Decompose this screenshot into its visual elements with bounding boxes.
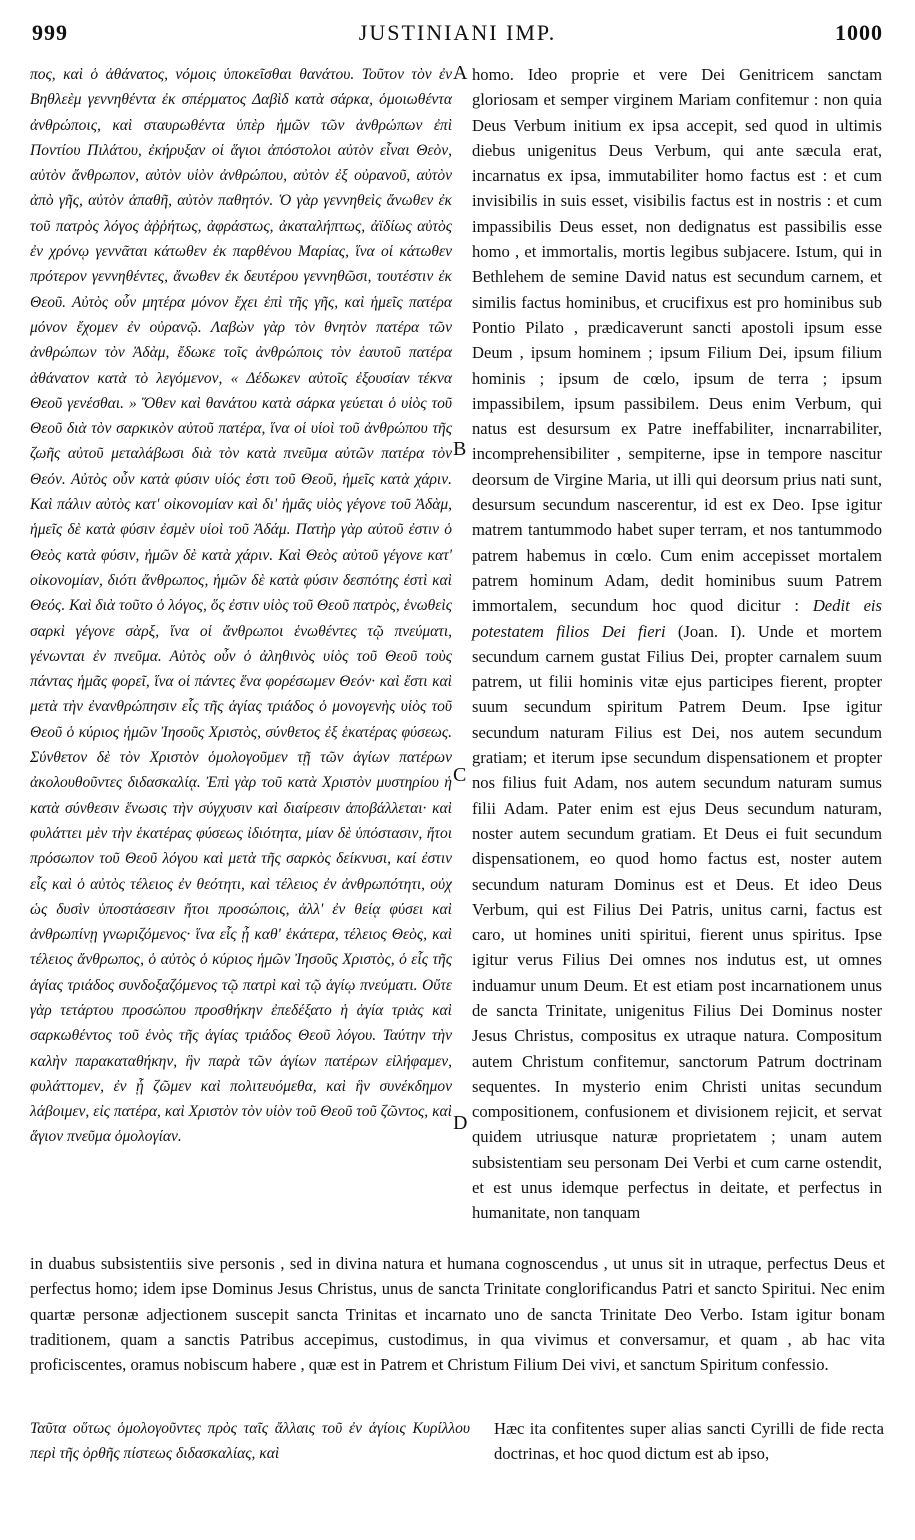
- section-marker-c: C: [453, 764, 467, 786]
- bottom-latin-paragraph: [494, 1416, 884, 1466]
- full-width-latin-text: in duabus subsistentiis sive personis , sed in divina natura et humana cognoscendus , ut unus sit in utraque, perfectus Deus et perfectus homo; idem ipse Dominus Jesus Christus, unus de sancta Trinitate conglorificandus Patri et sancto Spiritui. Nec enim quartæ personæ adjectionem suscepit sancta Trinitas et incarnato uno de sancta Trinitate Deo Verbo. Istam igitur bonam traditionem, quam a sanctis Patribus accepimus, custodimus, in qua vivimus et conversamur, et quam , ab hac vita proficiscentes, oramus nobiscum habere , quæ est in Patrem et Christum Filium Dei vivi, et sanctum Spiritum confessio.: [30, 1254, 885, 1375]
- running-head: JUSTINIANI IMP.: [358, 20, 557, 45]
- greek-column: [30, 62, 452, 1150]
- latin-column-reference: (Joan. I).: [665, 621, 758, 641]
- bottom-latin-text: Hæc ita confitentes super alias sancti Cyrilli de fide recta doctrinas, et hoc quod dictum est ab ipso,: [494, 1419, 884, 1463]
- latin-column-part2: Unde et mortem secundum carnem gustat Filius Dei, propter carnalem suum patrem, ut filii hominis vitæ ejus participes fierent, propter suum secundum spiritum Patrem Deum. Ipse igitur secundum naturam Filius est Dei, nos autem secundum gratiam; et iterum ipse secundum dispensationem et propter nos filius fuit Adam, nos autem secundum naturam sumus filii Adam. Pater enim est ejus Deus secundum naturam, noster autem secundum gratiam. Et Deus ei fuit secundum dispensationem, eo quod homo factus est, noster autem secundum naturam Dominus est et Deus. Et ideo Deus Verbum, qui est Filius Dei Patris, unitus carni, factus est caro, ut homines uniti spiritui, fierent unus spiritus. Ipse igitur verus Filius Dei omnes nos indutus est, ut omnes induamur unum Deum. Et est etiam post incarnationem unus de sancta Trinitate, unigenitus Filius Dei Dominus noster Jesus Christus, compositus ex utraque natura. Compositum autem Christum confitemur, sanctorum Patrum doctrinam sequentes. In mysterio enim Christi unitas secundum compositionem, confusionem et divisionem rejicit, et servat quidem utriusque naturæ proprietatem ; unam autem subsistentiam seu personam Dei Verbi et cum carne ostendit, et est unus idemque perfectus in deitate, et perfectus in humanitate, non tanquam: [472, 621, 882, 1223]
- section-marker-d: D: [453, 1112, 468, 1134]
- bottom-greek-paragraph: [30, 1416, 470, 1466]
- greek-column-text: πος, καὶ ὁ ἀθάνατος, νόμοις ὑποκεῖσθαι θανάτου. Τοῦτον τὸν ἐν Βηθλεὲμ γεννηθέντα ἐκ σπέρματος Δαβὶδ κατὰ σάρκα, ὁμοιωθέντα ἀνθρώποις, καὶ σταυρωθέντα ὑπὲρ ἡμῶν τῶν ἀνθρώπων ἐπὶ Ποντίου Πιλάτου, ἐκήρυξαν οἱ ἅγιοι ἀπόστολοι αὐτὸν εἶναι Θεὸν, αὐτὸν ἄνθρωπον, αὐτὸν υἱὸν ἀνθρώπου, αὐτὸν ἐξ οὐρανοῦ, αὐτὸν ἀπὸ γῆς, αὐτὸν ἀπαθῆ, αὐτὸν παθητόν. Ὁ γὰρ γεννηθεὶς ἄνωθεν ἐκ τοῦ πατρὸς λόγος ἀῤῥήτως, ἀφράστως, ἀκαταλήπτως, ἀϊδίως αὐτὸς ἐν χρόνῳ γεννᾶται κάτωθεν ἐκ παρθένου Μαρίας, ἵνα οἱ κάτωθεν πρότερον γεννηθέντες, ἄνωθεν ἐκ δευτέρου γεννηθῶσι, τουτέστιν ἐκ Θεοῦ. Αὐτὸς οὖν μητέρα μόνον ἔχει ἐπὶ τῆς γῆς, καὶ ἡμεῖς πατέρα μόνον ἔχομεν ἐν οὐρανῷ. Λαβὼν γὰρ τὸν θνητὸν πατέρα τῶν ἀνθρώπων τὸν Ἀδὰμ, ἔδωκε τοῖς ἀνθρώποις τὸν ἑαυτοῦ πατέρα ἀθάνατον κατὰ τὸ λεγόμενον, « Δέδωκεν αὐτοῖς ἐξουσίαν τέκνα Θεοῦ γενέσθαι. » Ὅθεν καὶ θανάτου κατὰ σάρκα γεύεται ὁ υἱὸς τοῦ Θεοῦ διὰ τὸν σαρκικὸν αὐτοῦ πατέρα, ἵνα οἱ υἱοὶ τοῦ ἀνθρώπου τῆς ζωῆς αὐτοῦ μεταλάβωσι διὰ τὸν κατὰ πνεῦμα αὐτῶν πατέρα τὸν Θεόν. Αὐτὸς οὖν κατὰ φύσιν υἱός ἐστι τοῦ Θεοῦ, ἡμεῖς κατὰ χάριν. Καὶ πάλιν αὐτὸς κατ' οἰκονομίαν καὶ δι' ἡμᾶς υἱὸς γέγονε τοῦ Ἀδὰμ, ἡμεῖς δὲ κατὰ φύσιν ἐσμὲν υἱοὶ τοῦ Ἀδάμ. Πατὴρ γὰρ αὐτοῦ ἐστιν ὁ Θεὸς κατὰ φύσιν, ἡμῶν δὲ κατὰ χάριν. Καὶ Θεὸς αὐτοῦ γέγονε κατ' οἰκονομίαν, διότι ἄνθρωπος, ἡμῶν δὲ κατὰ φύσιν δεσπότης ἐστὶ καὶ Θεός. Καὶ διὰ τοῦτο ὁ λόγος, ὅς ἐστιν υἱὸς τοῦ Θεοῦ πατρὸς, ἑνωθεὶς σαρκὶ γέγονε σὰρξ, ἵνα οἱ ἄνθρωποι ἑνωθέντες τῷ πνεύματι, γένωνται ἐν πνεῦμα. Αὐτὸς οὖν ὁ ἀληθινὸς υἱὸς τοῦ Θεοῦ τοὺς πάντας ἡμᾶς φορεῖ, ἵνα οἱ πάντες ἕνα φορέσωμεν Θεόν· καὶ ἔστι καὶ μετὰ τὴν ἐνανθρώπησιν εἷς τῆς ἁγίας τριάδος ὁ μονογενὴς υἱὸς τοῦ Θεοῦ ὁ κύριος ἡμῶν Ἰησοῦς Χριστὸς, σύνθετος ἐξ ἑκατέρας φύσεως. Σύνθετον δὲ τὸν Χριστὸν ὁμολογοῦμεν τῇ τῶν ἁγίων πατέρων ἀκολουθοῦντες διδασκαλίᾳ. Ἐπὶ γὰρ τοῦ κατὰ Χριστὸν μυστηρίου ἡ κατὰ σύνθεσιν ἕνωσις τὴν σύγχυσιν καὶ διαίρεσιν ἀποβάλλεται· καὶ φυλάττει μὲν τὴν ἑκατέρας φύσεως ἰδιότητα, μίαν δὲ ὑπόστασιν, ἤτοι πρόσωπον τοῦ Θεοῦ λόγου καὶ μετὰ τῆς σαρκὸς δείκνυσι, καί ἐστιν εἷς καὶ ὁ αὐτὸς τέλειος ἐν θεότητι, καὶ τέλειος ἐν ἀνθρωπότητι, οὐχ ὡς δυσὶν ὑποστάσεσιν ἤτοι προσώποις, ἀλλ' ἐν θείᾳ φύσει καὶ ἀνθρωπίνῃ γνωριζόμενος· ἵνα εἷς ᾖ καθ' ἑκάτερα, τέλειος Θεὸς, καὶ τέλειος ἄνθρωπος, ὁ αὐτὸς ὁ κύριος ἡμῶν Ἰησοῦς Χριστὸς, ὁ εἷς τῆς ἁγίας τριάδος συνδοξαζόμενος τῷ πατρὶ καὶ τῷ ἁγίῳ πνεύματι. Οὔτε γὰρ τετάρτου προσώπου προσθήκην ἐπεδέξατο ἡ ἁγία τριὰς καὶ σαρκωθέντος τοῦ ἑνὸς τῆς ἁγίας τριάδος Θεοῦ λόγου. Ταύτην τὴν καλὴν παρακαταθήκην, ἣν παρὰ τῶν ἁγίων πατέρων εἰλήφαμεν, φυλάττομεν, ἐν ᾗ ζῶμεν καὶ πολιτευόμεθα, καὶ ἣν συνέκδημον λάβοιμεν, εἰς πατέρα, καὶ Χριστὸν τὸν υἱὸν τοῦ Θεοῦ τοῦ ζῶντος, καὶ ἅγιον πνεῦμα ὁμολογίαν.: [30, 66, 452, 1146]
- section-marker-b: B: [453, 438, 467, 460]
- page-number-right: 1000: [835, 20, 883, 45]
- bottom-greek-text: Ταῦτα οὕτως ὁμολογοῦντες πρὸς ταῖς ἄλλαις τοῦ ἐν ἁγίοις Κυρίλλου περὶ τῆς ὀρθῆς πίστεως διδασκαλίας, καὶ: [30, 1420, 470, 1462]
- full-width-latin: [30, 1251, 885, 1377]
- latin-column: [472, 62, 882, 1226]
- latin-column-text: [472, 62, 882, 1226]
- page-number-left: 999: [32, 20, 68, 45]
- latin-column-part1: homo. Ideo proprie et vere Dei Genitricem sanctam gloriosam et semper virginem Mariam confitemur : non quia Deus Verbum initium ex ipsa accepit, sed quod in ultimis diebus unigenitus Deus Verbum, qui ante sæcula erat, incarnatus ex ipsa, immutabiliter homo factus est : et cum invisibilis in suis esset, visibilis factus est in nostris : et cum impassibilis Deus esset, non dedignatus est passibilis esse homo , et immortalis, mortis legibus subjacere. Istum, qui in Bethlehem de semine David natus est secundum carnem, et similis factus hominibus, et crucifixus est pro hominibus sub Pontio Pilato , prædicaverunt sancti apostoli ipsum esse Deum , ipsum hominem ; ipsum Filium Dei, ipsum filium hominis ; ipsum de cœlo, ipsum de terra ; ipsum impassibilem, ipsum passibilem. Deus enim Verbum, qui natus est desursum ex Patre ineffabiliter, incnarrabiliter, incomprehensibiliter , sempiterne, ipse in tempore nascitur deorsum de Virgine Maria, ut illi qui deorsum prius nati sunt, desursum secundum nascerentur, id est ex Deo. Ipse igitur matrem tantummodo habet super terram, et nos tantummodo patrem habemus in cœlo. Cum enim accepisset mortalem patrem hominum Adam, dedit hominibus suum Patrem immortalem, secundum hoc quod dicitur :: [472, 65, 882, 616]
- page-header: [32, 20, 883, 60]
- section-marker-a: A: [453, 62, 468, 84]
- latin-column-citation: Dedit eis potestatem filios Dei fieri: [472, 596, 882, 641]
